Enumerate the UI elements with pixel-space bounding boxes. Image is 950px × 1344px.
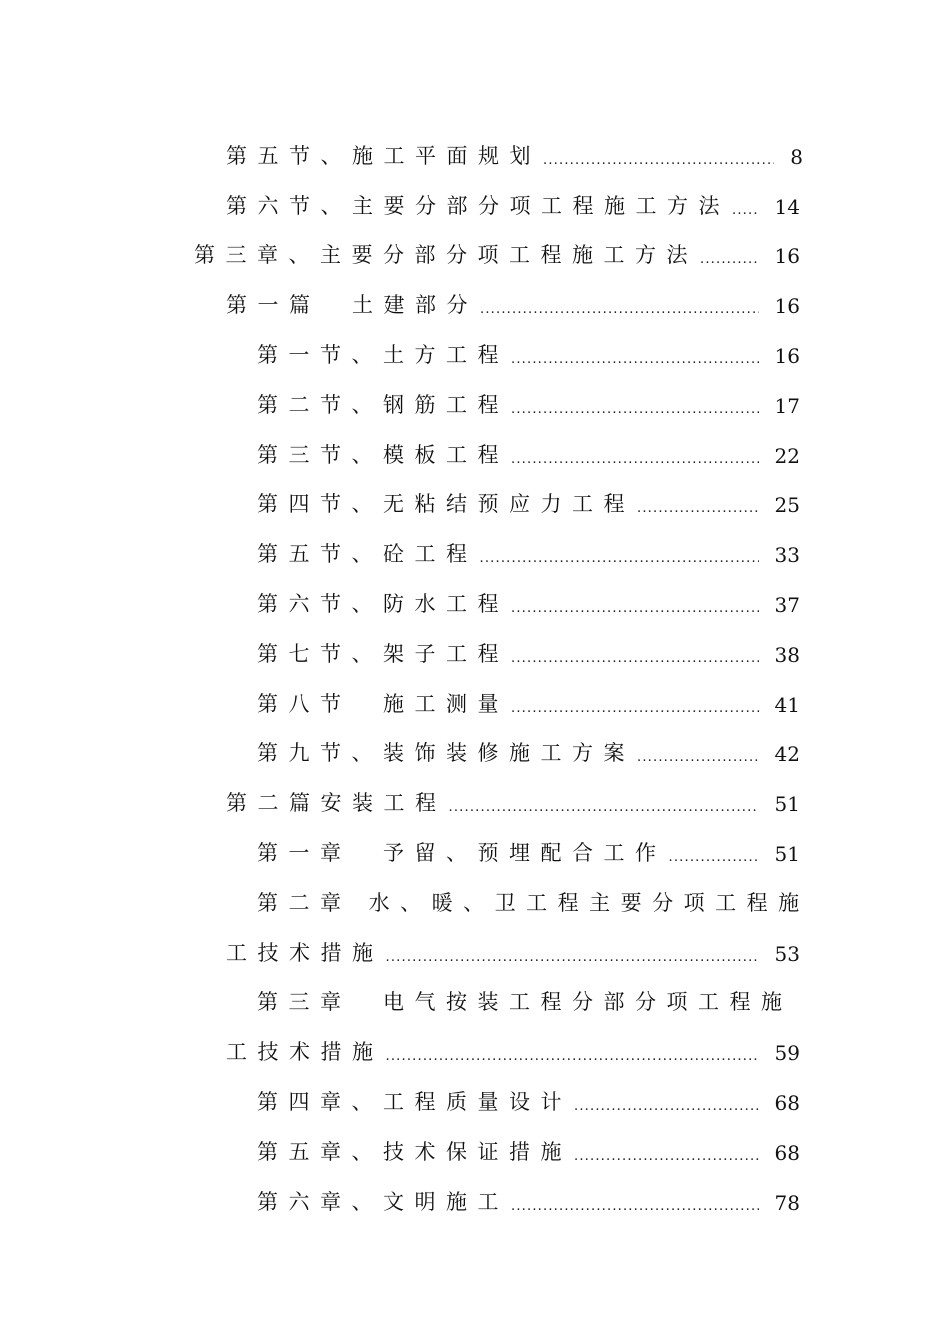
toc-entry[interactable]: [0, 1072, 950, 1122]
toc-entry-page: 22: [774, 443, 800, 468]
toc-entry-page: 38: [774, 642, 800, 667]
toc-entry-wrapped-first-line[interactable]: [0, 873, 950, 923]
toc-leader-dots: [574, 1150, 759, 1163]
toc-leader-dots: [480, 303, 759, 316]
toc-leader-dots: [543, 154, 774, 167]
toc-entry-wrapped-first-line[interactable]: [0, 973, 950, 1023]
toc-entry-page: 17: [774, 393, 800, 418]
toc-entry[interactable]: [0, 176, 950, 226]
toc-entry[interactable]: [0, 624, 950, 674]
toc-leader-dots: [700, 253, 759, 266]
toc-entry-title: 第三节、模板工程: [257, 442, 509, 467]
toc-entry-title: 第六节、主要分部分项工程施工方法: [226, 193, 730, 218]
toc-entry-page: 16: [774, 294, 800, 319]
toc-leader-dots: [669, 851, 759, 864]
toc-entry-title: 第四节、无粘结预应力工程: [257, 492, 635, 517]
toc-leader-dots: [386, 951, 759, 964]
toc-entry-title: 第三章 电气按装工程分部分项工程施: [257, 990, 793, 1015]
toc-entry-page: 16: [774, 343, 800, 368]
toc-entry-page: 42: [774, 742, 800, 767]
toc-entry-page: 16: [774, 244, 800, 269]
toc-entry[interactable]: [0, 275, 950, 325]
toc-leader-dots: [637, 751, 759, 764]
toc-leader-dots: [511, 602, 759, 615]
toc-entry[interactable]: [0, 1172, 950, 1222]
toc-entry-title: 第三章、主要分部分项工程施工方法: [194, 243, 698, 268]
toc-entry[interactable]: [0, 475, 950, 525]
toc-entry[interactable]: [0, 226, 950, 276]
toc-entry-page: 33: [774, 543, 800, 568]
toc-entry-title: 第二节、钢筋工程: [257, 392, 509, 417]
toc-entry-title: 第二篇安装工程: [226, 791, 447, 816]
toc-entry-page: 51: [774, 792, 800, 817]
toc-entry-wrapped-last-line[interactable]: [0, 923, 950, 973]
toc-leader-dots: [574, 1100, 759, 1113]
toc-entry-title: 第一节、土方工程: [257, 342, 509, 367]
toc-entry-title: 第八节 施工测量: [257, 691, 509, 716]
toc-entry[interactable]: [0, 823, 950, 873]
toc-leader-dots: [511, 702, 759, 715]
toc-entry-page: 51: [774, 841, 800, 866]
toc-entry[interactable]: [0, 126, 950, 176]
toc-entry-title: 第五节、砼工程: [257, 542, 478, 567]
toc-entry-title: 第六章、文明施工: [257, 1189, 509, 1214]
toc-entry-wrapped-last-line[interactable]: [0, 1022, 950, 1072]
toc-leader-dots: [637, 502, 759, 515]
toc-entry[interactable]: [0, 773, 950, 823]
table-of-contents: [0, 126, 950, 1222]
toc-entry-title: 第七节、架子工程: [257, 641, 509, 666]
toc-entry[interactable]: [0, 325, 950, 375]
toc-entry-page: 25: [774, 493, 800, 518]
toc-entry[interactable]: [0, 524, 950, 574]
toc-entry-title: 第二章 水、暖、卫工程主要分项工程施: [257, 890, 810, 915]
toc-entry-page: 59: [774, 1041, 800, 1066]
toc-entry-page: 53: [774, 941, 800, 966]
toc-entry-title: 工技术措施: [226, 1040, 384, 1065]
toc-leader-dots: [732, 204, 759, 217]
toc-entry-page: 37: [774, 592, 800, 617]
toc-entry[interactable]: [0, 425, 950, 475]
toc-entry-title: 第五章、技术保证措施: [257, 1139, 572, 1164]
toc-leader-dots: [480, 552, 759, 565]
toc-entry-title: 第一篇 土建部分: [226, 293, 478, 318]
toc-leader-dots: [511, 453, 759, 466]
toc-entry-title: 第四章、工程质量设计: [257, 1089, 572, 1114]
toc-entry-page: 14: [774, 194, 800, 219]
toc-entry-page: 78: [774, 1190, 800, 1215]
toc-entry-title: 工技术措施: [226, 940, 384, 965]
toc-entry[interactable]: [0, 724, 950, 774]
toc-leader-dots: [511, 353, 759, 366]
toc-entry-page: 41: [774, 692, 800, 717]
toc-entry[interactable]: [0, 1122, 950, 1172]
toc-entry[interactable]: [0, 574, 950, 624]
toc-entry-page: 68: [774, 1140, 800, 1165]
toc-leader-dots: [511, 1200, 759, 1213]
toc-entry-title: 第五节、施工平面规划: [226, 143, 541, 168]
toc-entry-title: 第一章 予留、预埋配合工作: [257, 840, 667, 865]
toc-entry-title: 第六节、防水工程: [257, 591, 509, 616]
toc-entry-title: 第九节、装饰装修施工方案: [257, 741, 635, 766]
toc-leader-dots: [449, 801, 759, 814]
toc-leader-dots: [386, 1050, 759, 1063]
toc-entry[interactable]: [0, 674, 950, 724]
toc-leader-dots: [511, 403, 759, 416]
toc-leader-dots: [511, 652, 759, 665]
toc-entry-page: 68: [774, 1090, 800, 1115]
toc-entry-page: 8: [790, 144, 803, 169]
toc-entry[interactable]: [0, 375, 950, 425]
